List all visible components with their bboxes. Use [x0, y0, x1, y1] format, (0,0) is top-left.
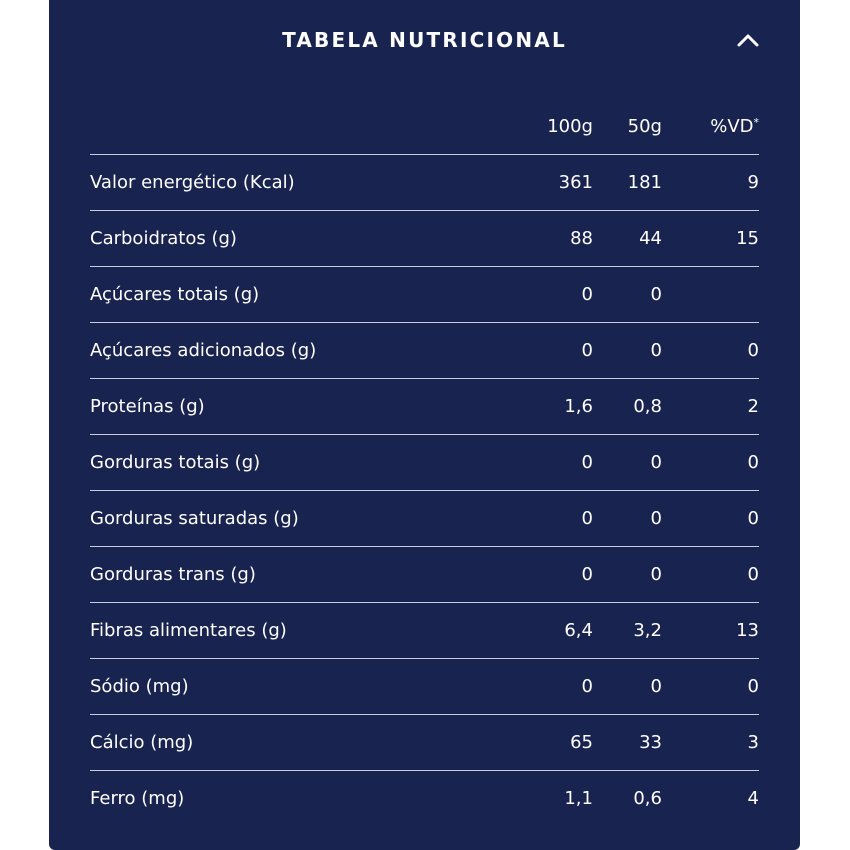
nutrient-name: Carboidratos (g) — [90, 228, 237, 249]
value-100g: 0 — [581, 508, 593, 529]
value-50g: 0,6 — [633, 788, 662, 809]
value-50g: 0,8 — [633, 396, 662, 417]
nutrition-table — [90, 100, 759, 826]
header-vd — [710, 100, 759, 154]
nutrition-panel — [49, 0, 800, 850]
value-vd: 3 — [747, 732, 759, 753]
value-100g: 0 — [581, 284, 593, 305]
value-50g: 0 — [650, 340, 662, 361]
value-50g: 0 — [650, 284, 662, 305]
value-100g: 0 — [581, 340, 593, 361]
value-100g: 0 — [581, 452, 593, 473]
nutrient-name: Gorduras saturadas (g) — [90, 508, 299, 529]
value-100g: 361 — [558, 172, 593, 193]
table-row — [90, 378, 759, 434]
value-50g: 0 — [650, 452, 662, 473]
table-row — [90, 602, 759, 658]
table-row — [90, 266, 759, 322]
table-row — [90, 210, 759, 266]
header-vd-asterisk: * — [753, 116, 759, 129]
value-50g: 0 — [650, 508, 662, 529]
header-50g: 50g — [627, 116, 662, 137]
table-row — [90, 770, 759, 826]
value-vd: 0 — [747, 452, 759, 473]
header-vd-label: %VD — [710, 116, 754, 137]
header-100g: 100g — [547, 116, 593, 137]
table-row — [90, 434, 759, 490]
value-50g: 44 — [639, 228, 662, 249]
nutrient-name: Ferro (mg) — [90, 788, 185, 809]
value-100g: 88 — [570, 228, 593, 249]
value-50g: 3,2 — [633, 620, 662, 641]
panel-title: TABELA NUTRICIONAL — [282, 28, 567, 52]
value-100g: 0 — [581, 564, 593, 585]
value-100g: 1,1 — [564, 788, 593, 809]
nutrient-name: Gorduras trans (g) — [90, 564, 256, 585]
nutrient-name: Sódio (mg) — [90, 676, 189, 697]
value-vd: 2 — [747, 396, 759, 417]
value-vd: 15 — [736, 228, 759, 249]
value-50g: 0 — [650, 676, 662, 697]
nutrient-name: Açúcares totais (g) — [90, 284, 260, 305]
panel-header[interactable] — [49, 0, 800, 82]
table-row — [90, 714, 759, 770]
nutrient-name: Gorduras totais (g) — [90, 452, 261, 473]
value-50g: 33 — [639, 732, 662, 753]
table-row — [90, 490, 759, 546]
table-row — [90, 658, 759, 714]
value-100g: 65 — [570, 732, 593, 753]
nutrient-name: Cálcio (mg) — [90, 732, 194, 753]
table-row — [90, 322, 759, 378]
value-100g: 6,4 — [564, 620, 593, 641]
value-100g: 0 — [581, 676, 593, 697]
value-50g: 0 — [650, 564, 662, 585]
value-vd: 4 — [747, 788, 759, 809]
nutrient-name: Valor energético (Kcal) — [90, 172, 295, 193]
value-vd: 13 — [736, 620, 759, 641]
value-vd: 0 — [747, 676, 759, 697]
table-row — [90, 154, 759, 210]
table-header-row — [90, 100, 759, 154]
table-row — [90, 546, 759, 602]
nutrient-name: Proteínas (g) — [90, 396, 205, 417]
value-100g: 1,6 — [564, 396, 593, 417]
nutrient-name: Fibras alimentares (g) — [90, 620, 287, 641]
value-vd: 9 — [747, 172, 759, 193]
value-50g: 181 — [627, 172, 662, 193]
chevron-up-icon[interactable] — [734, 26, 762, 54]
value-vd: 0 — [747, 564, 759, 585]
value-vd: 0 — [747, 340, 759, 361]
nutrient-name: Açúcares adicionados (g) — [90, 340, 317, 361]
value-vd: 0 — [747, 508, 759, 529]
